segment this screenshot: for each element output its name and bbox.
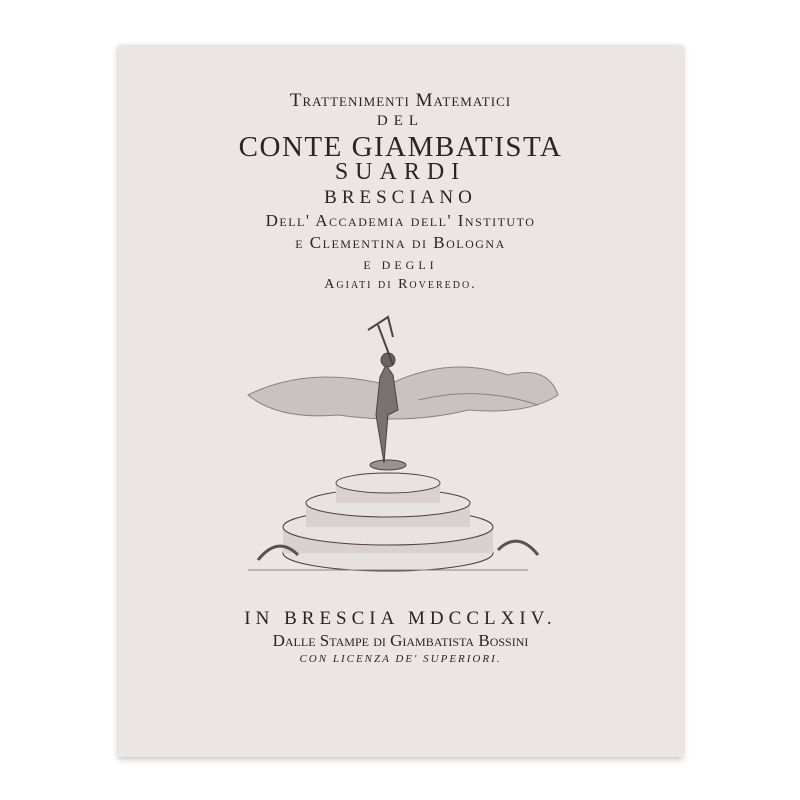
imprint-place-date: IN BRESCIA MDCCLXIV.: [244, 608, 557, 629]
printer-line: Dalle Stampe di Giambatista Bossini: [272, 631, 529, 650]
affiliation-line3: Agiati di Roveredo.: [324, 277, 477, 292]
e-degli: E DEGLI: [363, 258, 438, 272]
title-del: DEL: [376, 113, 425, 129]
book-title-page: [118, 45, 683, 757]
affiliation-line1: Dell' Accademia dell' Instituto: [265, 211, 536, 230]
engraving-statue-illustration: [188, 305, 608, 595]
author-name-line2: SUARDI: [334, 159, 467, 185]
author-origin: BRESCIANO: [324, 187, 477, 208]
book-title: Trattenimenti Matematici: [289, 90, 512, 111]
author-name-line1: CONTE GIAMBATISTA: [238, 131, 563, 163]
affiliation-line2: e Clementina di Bologna: [295, 233, 506, 252]
license-line: CON LICENZA DE' SUPERIORI.: [299, 653, 502, 665]
